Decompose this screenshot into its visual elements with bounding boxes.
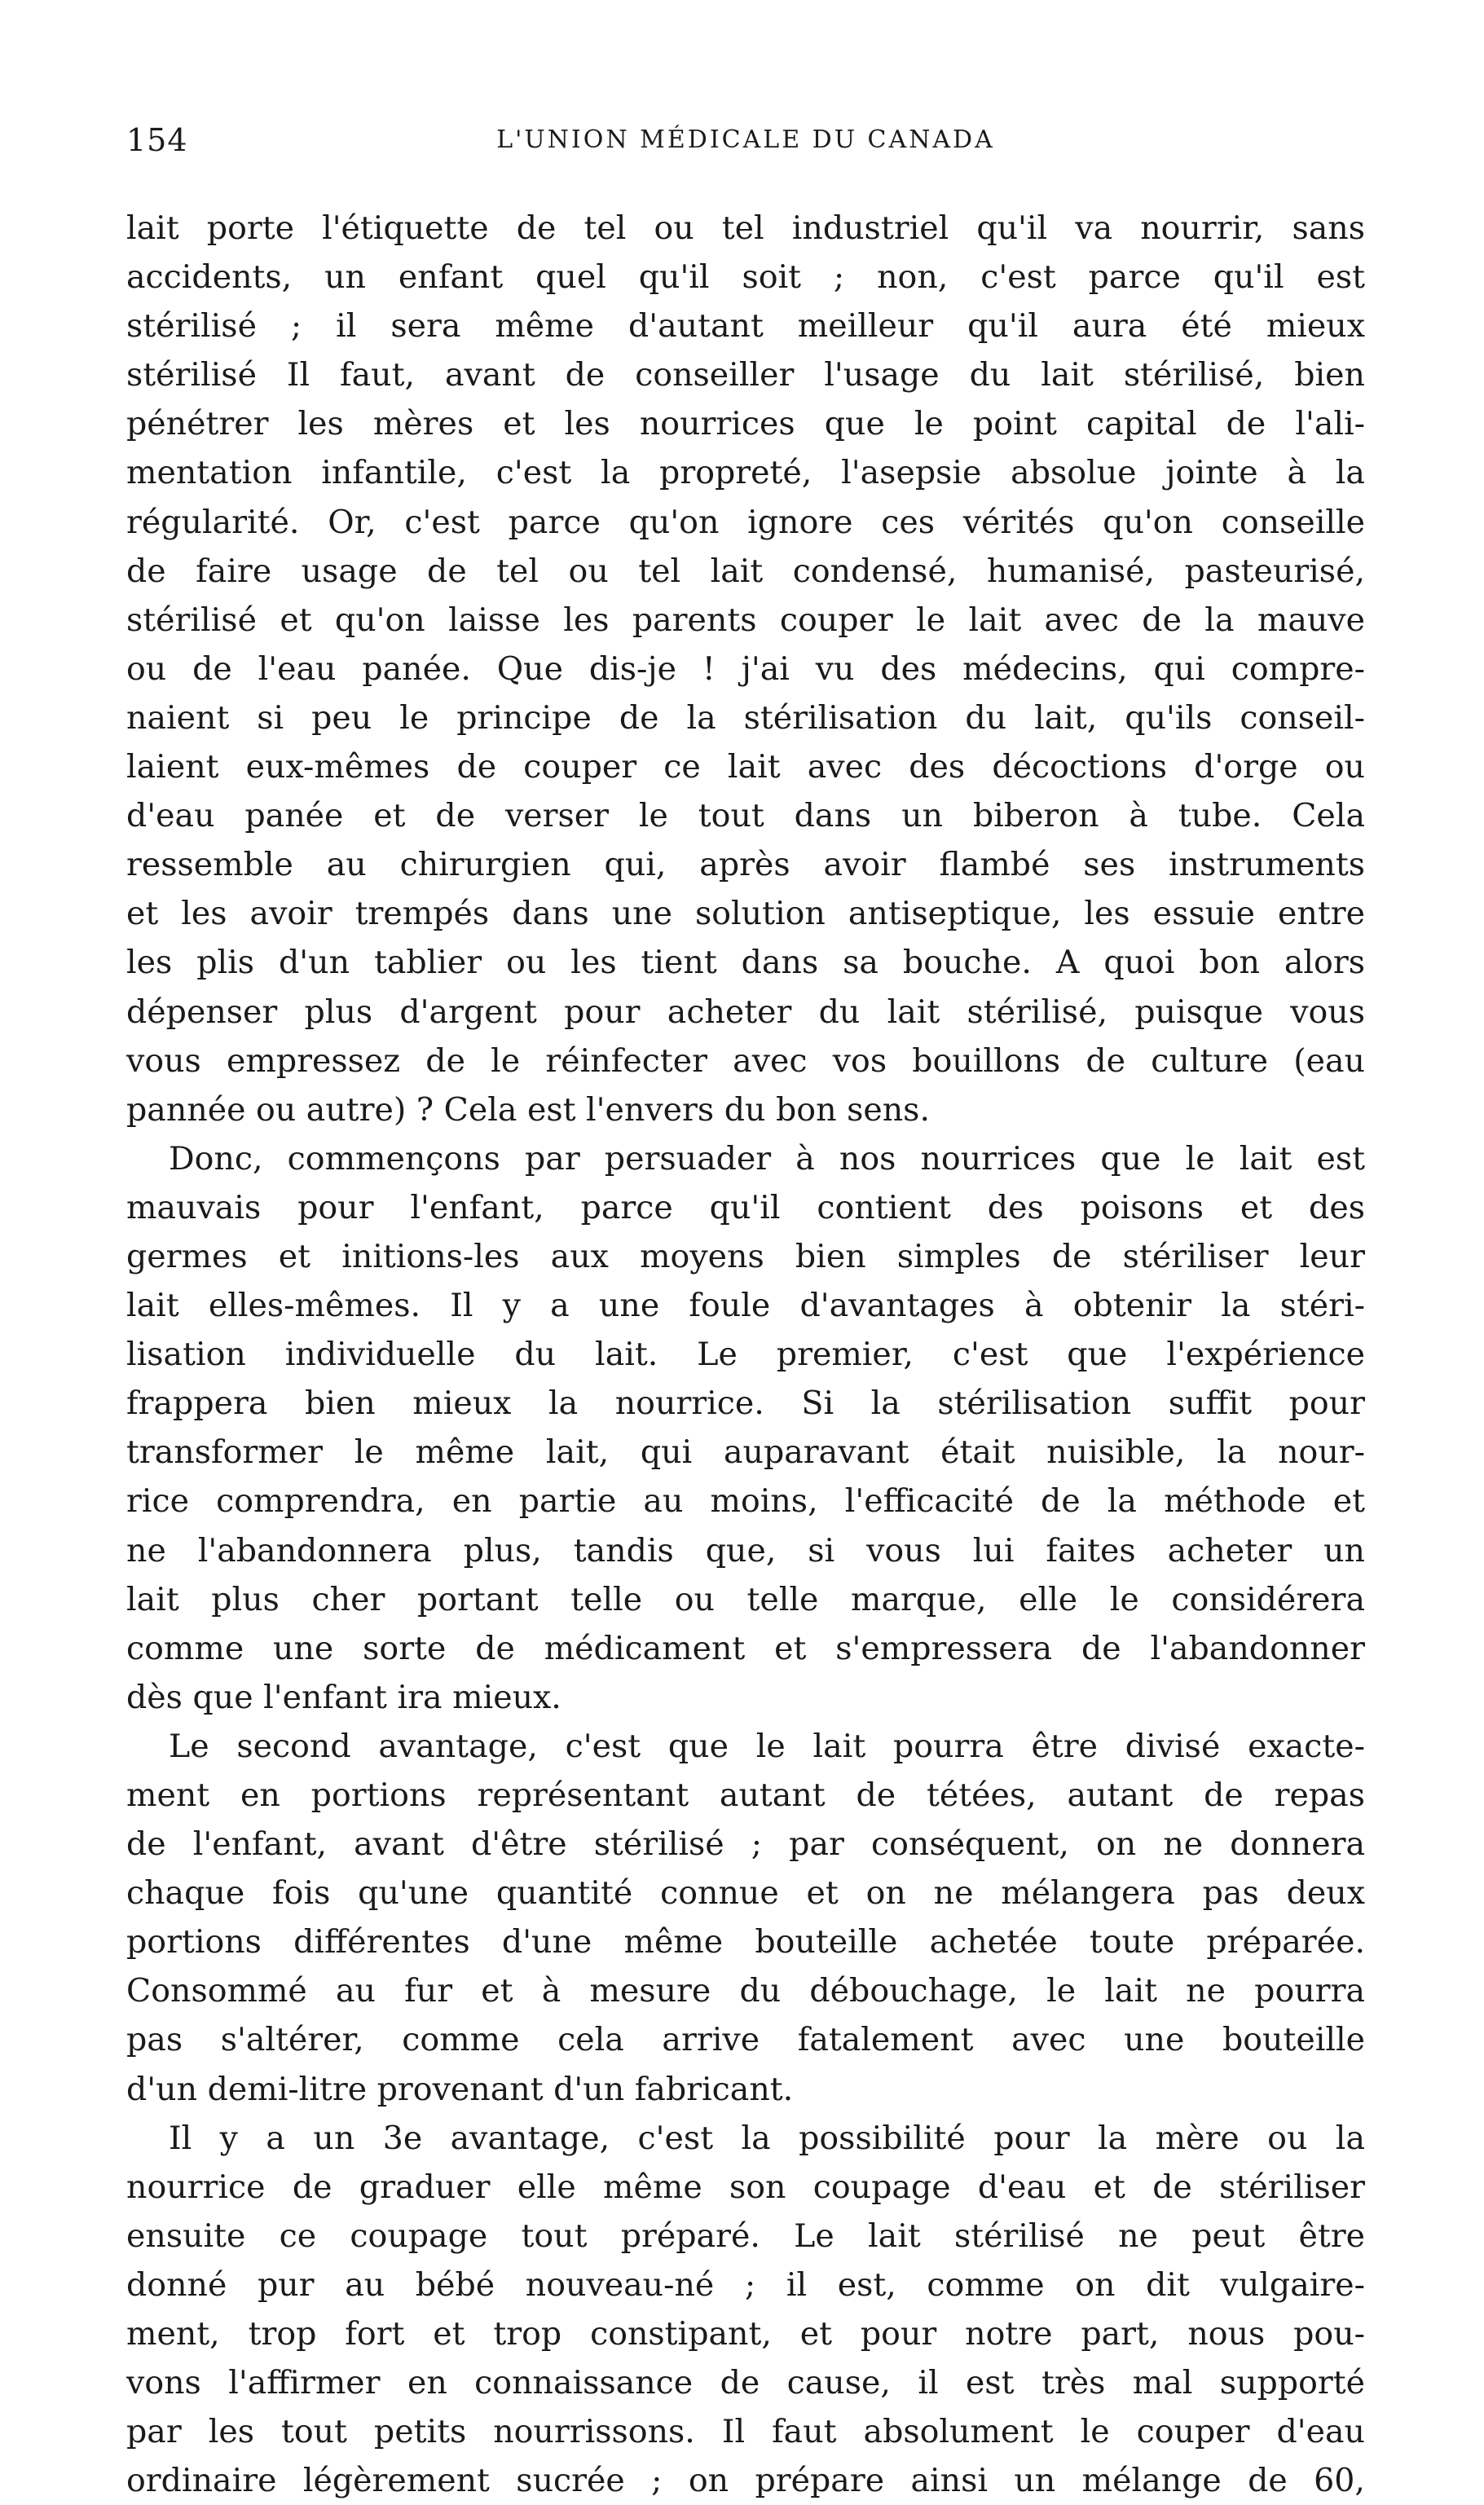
text-line: d'un demi-litre provenant d'un fabricant. [126,2070,794,2108]
text-line: stérilisé et qu'on laisse les parents couper le lait avec de la mauve [126,601,1365,639]
text-line: ou de l'eau panée. Que dis-je ! j'ai vu des médecins, qui compre- [126,649,1365,688]
text-line: portions différentes d'une même bouteille achetée toute préparée. [126,1923,1365,1961]
text-line: transformer le même lait, qui auparavant était nuisible, la nour- [126,1433,1365,1472]
text-line: germes et initions-les aux moyens bien simples de stériliser leur [126,1237,1365,1275]
text-line: les plis d'un tablier ou les tient dans sa bouche. A quoi bon alors [126,944,1365,982]
text-line: accidents, un enfant quel qu'il soit ; non, c'est parce qu'il est [126,258,1365,297]
text-line: régularité. Or, c'est parce qu'on ignore ces vérités qu'on conseille [126,503,1365,541]
text-line: d'eau panée et de verser le tout dans un biberon à tube. Cela [126,797,1365,835]
text-line: lisation individuelle du lait. Le premier, c'est que l'expérience [126,1336,1365,1374]
text-line: lait plus cher portant telle ou telle marque, elle le considérera [126,1580,1365,1618]
text-line: Le second avantage, c'est que le lait pourra être divisé exacte- [169,1727,1365,1765]
text-line: dès que l'enfant ira mieux. [126,1678,561,1716]
text-line: Il y a un 3e avantage, c'est la possibilité pour la mère ou la [169,2119,1365,2157]
text-line: par les tout petits nourrissons. Il faut absolument le couper d'eau [126,2413,1365,2451]
text-line: frappera bien mieux la nourrice. Si la stérilisation suffit pour [126,1385,1365,1423]
text-line: rice comprendra, en partie au moins, l'efficacité de la méthode et [126,1482,1365,1521]
text-line: ordinaire légèrement sucrée ; on prépare ainsi un mélange de 60, [126,2462,1365,2500]
page-number: 154 [126,122,188,158]
text-line: mentation infantile, c'est la propreté, l'asepsie absolue jointe à la [126,454,1365,492]
journal-title: L'UNION MÉDICALE DU CANADA [496,125,995,154]
text-line: de l'enfant, avant d'être stérilisé ; par conséquent, on ne donnera [126,1825,1365,1864]
text-line: Consommé au fur et à mesure du débouchage, le lait ne pourra [126,1972,1365,2010]
running-header [126,122,1365,171]
text-line: naient si peu le principe de la stérilisation du lait, qu'ils conseil- [126,698,1365,737]
text-line: pas s'altérer, comme cela arrive fatalement avec une bouteille [126,2021,1365,2059]
text-line: nourrice de graduer elle même son coupage d'eau et de stériliser [126,2168,1365,2206]
text-line: comme une sorte de médicament et s'empressera de l'abandonner [126,1629,1365,1667]
text-line: ne l'abandonnera plus, tandis que, si vous lui faites acheter un [126,1531,1365,1569]
text-line: laient eux-mêmes de couper ce lait avec des décoctions d'orge ou [126,748,1365,786]
text-line: mauvais pour l'enfant, parce qu'il contient des poisons et des [126,1188,1365,1226]
text-line: de faire usage de tel ou tel lait condensé, humanisé, pasteurisé, [126,552,1365,590]
text-line: pénétrer les mères et les nourrices que le point capital de l'ali- [126,405,1365,443]
text-line: lait porte l'étiquette de tel ou tel industriel qu'il va nourrir, sans [126,209,1365,247]
text-line: ment en portions représentant autant de tétées, autant de repas [126,1776,1365,1814]
text-line: stérilisé ; il sera même d'autant meilleur qu'il aura été mieux [126,307,1365,346]
text-line: vons l'affirmer en connaissance de cause, il est très mal supporté [126,2364,1365,2402]
text-line: chaque fois qu'une quantité connue et on ne mélangera pas deux [126,1874,1365,1913]
text-line: et les avoir trempés dans une solution antiseptique, les essuie entre [126,895,1365,933]
text-line: donné pur au bébé nouveau-né ; il est, comme on dit vulgaire- [126,2265,1365,2304]
text-line: Donc, commençons par persuader à nos nourrices que le lait est [169,1139,1365,1178]
text-line: pannée ou autre) ? Cela est l'envers du bon sens. [126,1090,930,1129]
text-line: stérilisé Il faut, avant de conseiller l'usage du lait stérilisé, bien [126,356,1365,394]
text-line: ment, trop fort et trop constipant, et pour notre part, nous pou- [126,2315,1365,2353]
body-text [126,204,1365,2505]
text-line: dépenser plus d'argent pour acheter du lait stérilisé, puisque vous [126,993,1365,1031]
text-line: lait elles-mêmes. Il y a une foule d'avantages à obtenir la stéri- [126,1287,1365,1325]
text-line: ensuite ce coupage tout préparé. Le lait stérilisé ne peut être [126,2217,1365,2255]
book-page [126,122,1365,2505]
text-line: ressemble au chirurgien qui, après avoir flambé ses instruments [126,846,1365,884]
text-line: vous empressez de le réinfecter avec vos bouillons de culture (eau [126,1041,1365,1080]
